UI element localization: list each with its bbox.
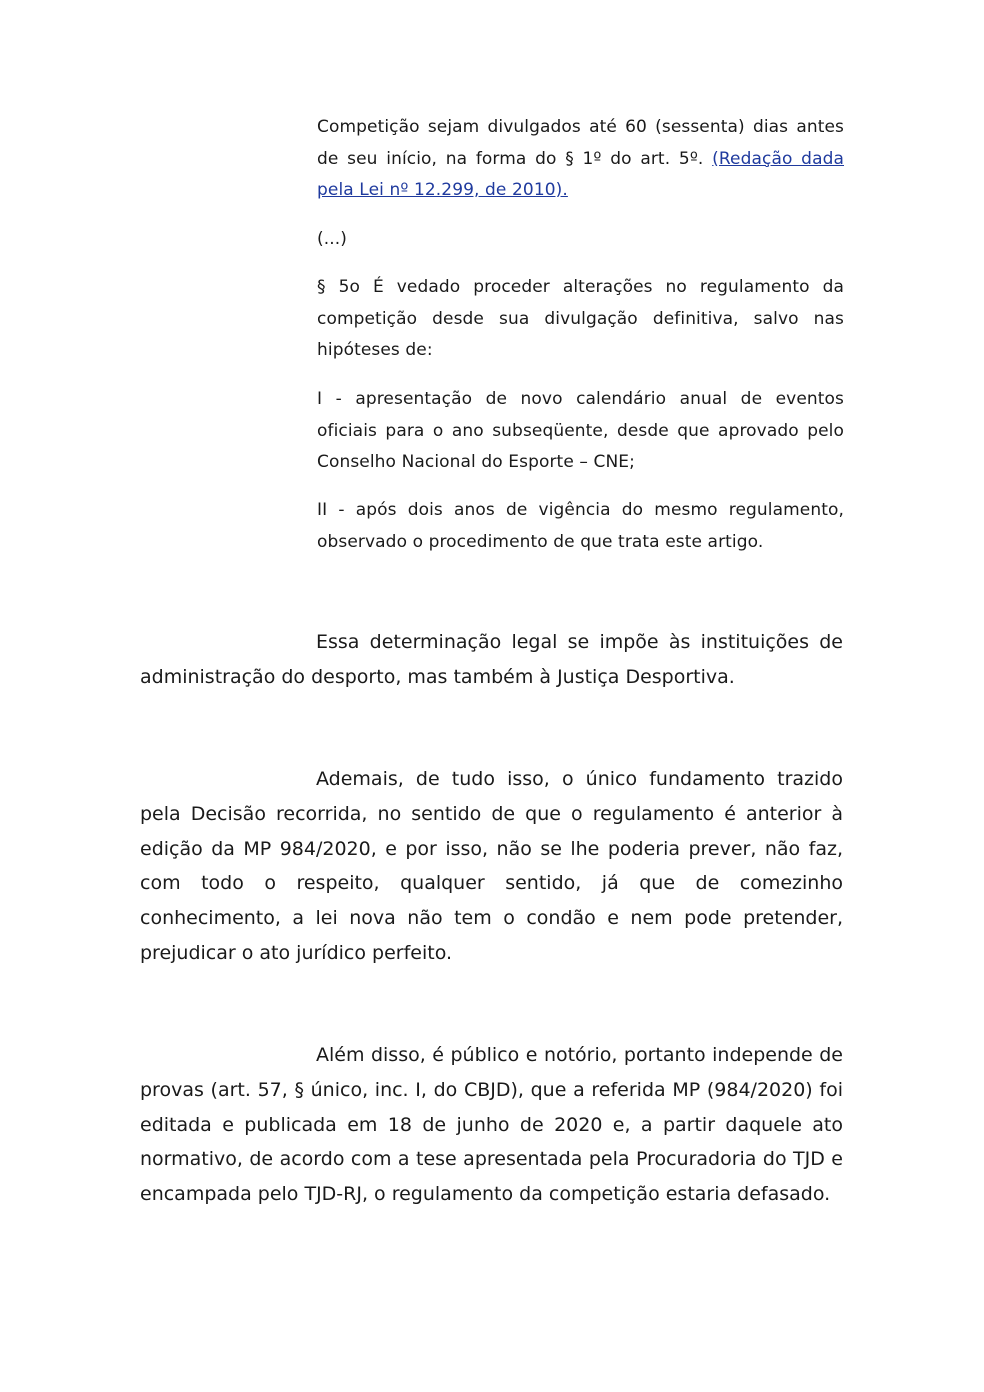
item-i-block [317,384,844,479]
body-paragraph-2: Ademais, de tudo isso, o único fundamento trazido pela Decisão recorrida, no sentido de que o regulamento é anterior à edição da MP 984/2020, e por isso, não se lhe poderia prever, não faz, com todo o respeito, qualquer sentido, já que de comezinho conhecimento, a lei nova não tem o condão e nem pode pretender, prejudicar o ato jurídico perfeito. [140,768,843,964]
quote-paragraph-2: § 5o É vedado proceder alterações no regulamento da competição desde sua divulgação definitiva, salvo nas hipóteses de: [317,277,844,360]
redacao-link[interactable]: (Redação dada pela Lei nº 12.299, de 2010). [317,148,844,200]
quote-paragraph-1-text: Competição sejam divulgados até 60 (sessenta) dias antes de seu início, na forma do § 1º do art. 5º. [317,117,844,169]
paragraph-5-block [317,272,844,367]
quote-paragraph-3: I - apresentação de novo calendário anual de eventos oficiais para o ano subseqüente, desde que aprovado pelo Conselho Nacional do Esporte – CNE; [317,389,844,472]
body-paragraph-3: Além disso, é público e notório, portanto independe de provas (art. 57, § único, inc. I, do CBJD), que a referida MP (984/2020) foi editada e publicada em 18 de junho de 2020 e, a partir daquele ato normativo, de acordo com a tese apresentada pela Procuradoria do TJD e encampada pelo TJD-RJ, o regulamento da competição estaria defasado. [140,1044,843,1206]
item-ii-block [317,495,844,558]
legal-quote-block [317,112,844,207]
quote-paragraph-1 [317,112,844,207]
body-paragraph-1: Essa determinação legal se impõe às instituições de administração do desporto, mas também à Justiça Desportiva. [140,631,843,688]
ellipsis-block [317,224,844,256]
quote-ellipsis: (...) [317,229,347,249]
quote-paragraph-4: II - após dois anos de vigência do mesmo regulamento, observado o procedimento de que trata este artigo. [317,500,844,552]
